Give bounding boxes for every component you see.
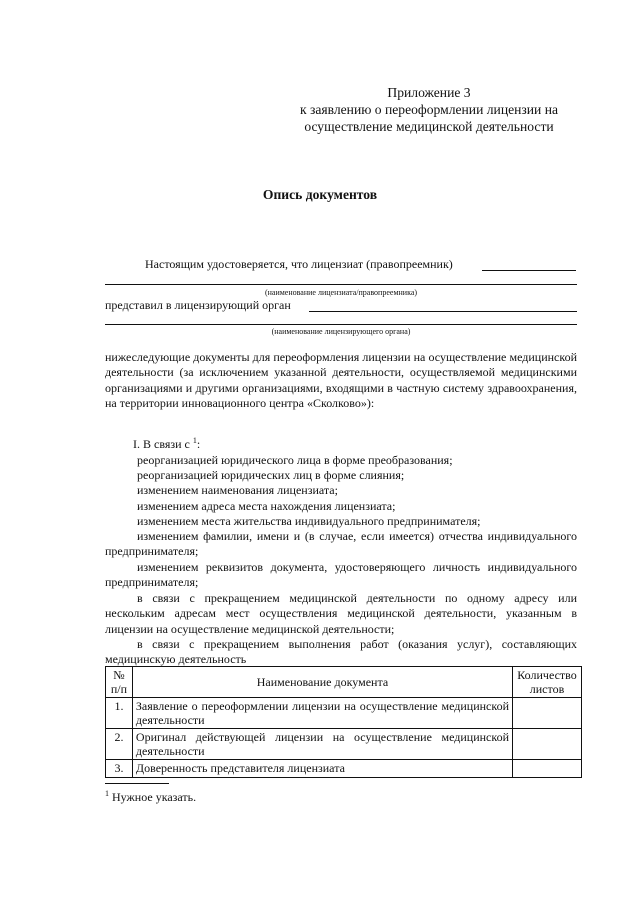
row-qty-cell[interactable] xyxy=(513,698,582,729)
footnote-text: Нужное указать. xyxy=(112,790,197,804)
body-paragraph: нижеследующие документы для переоформления лицензии на осуществление медицинской деятельности (за исключением указанной деятельности, осуществляемой медицинскими организациями и другими организациями, входящими в частную систему здравоохранения, на территории инновационного центра «Сколково»): xyxy=(105,350,577,410)
reason-item: в связи с прекращением медицинской деятельности по одному адресу или нескольким адресам мест осуществления медицинской деятельности, указанным в лицензии на осуществление медицинской деятельности; xyxy=(105,591,577,636)
reason-item: изменением места жительства индивидуального предпринимателя; xyxy=(137,514,481,528)
licensee-fill-line-2[interactable] xyxy=(105,284,577,285)
table-row xyxy=(106,729,582,760)
table-row xyxy=(106,760,582,778)
appendix-line-2: к заявлению о переоформлении лицензии на xyxy=(299,102,559,117)
footnote-rule xyxy=(105,783,169,784)
document-title: Опись документов xyxy=(262,187,378,202)
row-qty-cell[interactable] xyxy=(513,760,582,778)
caption-licensee: (наименование лицензиата/правопреемника) xyxy=(264,288,418,297)
reason-item: изменением фамилии, имени и (в случае, если имеется) отчества индивидуального предпринимателя; xyxy=(105,529,577,559)
section-footnote-mark: 1 xyxy=(192,436,197,445)
row-num: 1. xyxy=(106,698,133,729)
authority-fill-line[interactable] xyxy=(309,311,577,312)
footnote-mark: 1 xyxy=(105,789,109,798)
header-num: № п/п xyxy=(106,667,133,698)
row-name: Доверенность представителя лицензиата xyxy=(132,760,512,778)
reason-item: изменением адреса места нахождения лицензиата; xyxy=(137,499,396,513)
reason-item: реорганизацией юридического лица в форме преобразования; xyxy=(137,453,453,467)
appendix-line-1: Приложение 3 xyxy=(387,85,471,100)
section-heading xyxy=(133,436,200,452)
reason-item: реорганизацией юридических лиц в форме слияния; xyxy=(137,468,405,482)
table-row xyxy=(106,698,582,729)
row-name: Оригинал действующей лицензии на осуществление медицинской деятельности xyxy=(132,729,512,760)
footnote xyxy=(105,789,196,805)
header-name: Наименование документа xyxy=(132,667,512,698)
reason-item: в связи с прекращением выполнения работ (оказания услуг), составляющих медицинскую деятельность xyxy=(105,637,577,667)
row-num: 2. xyxy=(106,729,133,760)
authority-fill-line-2[interactable] xyxy=(105,324,577,325)
caption-authority: (наименование лицензирующего органа) xyxy=(271,327,411,336)
section-colon: : xyxy=(196,437,201,451)
licensee-fill-line[interactable] xyxy=(482,270,576,271)
submitted-text: представил в лицензирующий орган xyxy=(105,298,291,312)
row-name: Заявление о переоформлении лицензии на осуществление медицинской деятельности xyxy=(132,698,512,729)
appendix-header xyxy=(278,84,580,135)
table-header-row xyxy=(106,667,582,698)
row-num: 3. xyxy=(106,760,133,778)
documents-table xyxy=(105,666,582,778)
header-qty: Количество листов xyxy=(513,667,582,698)
appendix-line-3: осуществление медицинской деятельности xyxy=(304,119,554,134)
section-heading-text: I. В связи с xyxy=(133,437,190,451)
reason-item: изменением наименования лицензиата; xyxy=(137,483,338,497)
row-qty-cell[interactable] xyxy=(513,729,582,760)
reason-item: изменением реквизитов документа, удостоверяющего личность индивидуального предпринимателя; xyxy=(105,560,577,590)
certify-text: Настоящим удостоверяется, что лицензиат (правопреемник) xyxy=(145,257,453,271)
